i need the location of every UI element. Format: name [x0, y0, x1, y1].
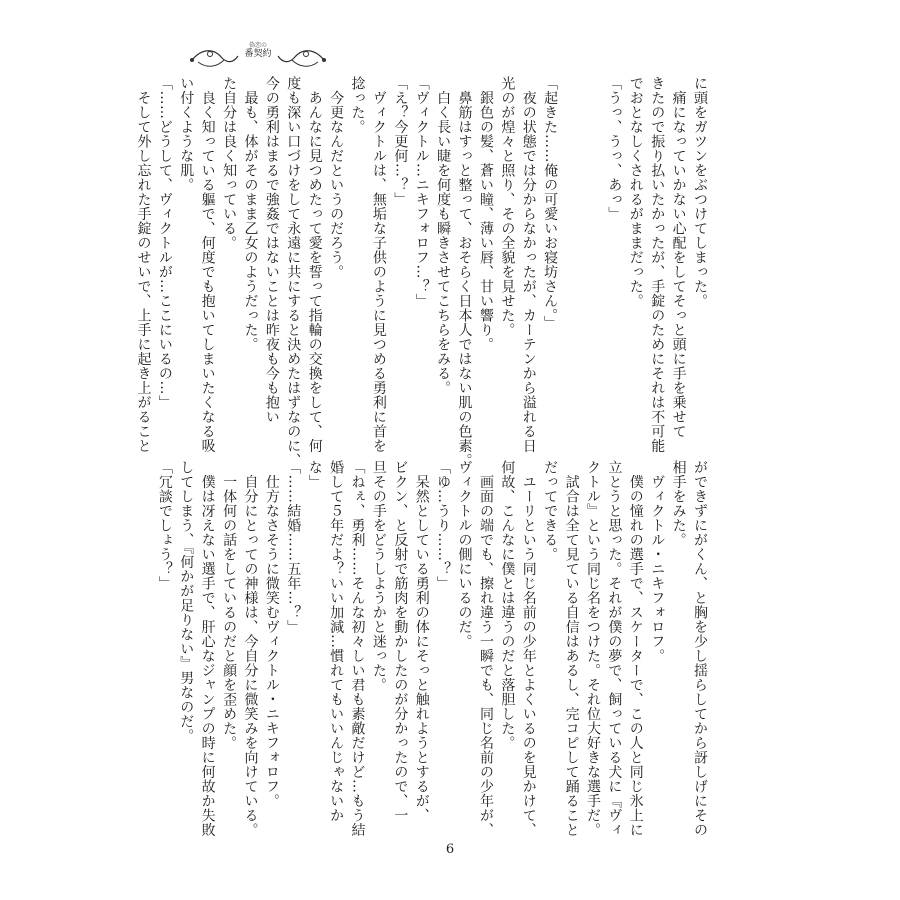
text-line: 自分にとっての神様は、今自分に微笑みを向けている。 [242, 460, 259, 837]
text-line: だってできる。 [542, 460, 559, 562]
text-line: 僕は冴えない選手で、肝心なジャンプの時に何故か失敗 [199, 460, 216, 837]
text-line: 捻った。 [349, 76, 366, 134]
text-line [582, 76, 603, 431]
text-line: 婚して５年だよ？いい加減…慣れてもいいんじゃないか [328, 460, 345, 823]
text-line: 度も深い口づけをして永遠に共にすると決めたはずなのに、 [285, 76, 302, 468]
page-number: 6 [445, 842, 455, 857]
text-line: 呆然としている勇利の体にそっと触れようとするが、 [413, 460, 430, 823]
chapter-title [238, 42, 278, 59]
text-line: 相手をみた。 [670, 460, 687, 547]
text-line: 「……どうして、ヴィクトルが…ここにいるの…」 [156, 76, 173, 410]
text-line: きたので振り払いたかったが、手錠のためにそれは不可能 [649, 76, 666, 453]
text-line: 「起きた……俺の可愛いお寝坊さん。」 [542, 76, 559, 330]
text-line: た自分は良く知っている。 [221, 76, 238, 250]
text-line: 「冗談でしょう？」 [156, 460, 173, 591]
text-line: そして外し忘れた手錠のせいで、上手に起き上がること [135, 76, 152, 453]
text-line: 今の勇利はまるで強姦ではないことは昨夜も今も抱い [263, 76, 280, 424]
text-line: ができずにがくん、と胸を少し揺らしてから訝しげにその [692, 460, 708, 837]
text-line: い付くような肌。 [178, 76, 195, 192]
text-line [560, 76, 581, 431]
text-line: 「え？今更何…？」 [392, 76, 409, 207]
text-line: ビクン、と反射で筋肉を動かしたのが分かったので、一 [392, 460, 409, 823]
text-line: 僕の憧れの選手で、スケーターで、この人と同じ氷上に [627, 460, 644, 837]
text-line: 夜の状態では分からなかったが、カーテンから溢れる日 [520, 76, 537, 453]
text-line: 「ヴィクトル…ニキフォロフ…？」 [413, 76, 430, 308]
text-line: 「……結婚……五年…？」 [285, 460, 302, 634]
text-line: ヴィクトル・ニキフォロフ。 [649, 460, 666, 663]
text-block-top [135, 76, 710, 468]
text-line: 白く長い睫を何度も瞬きさせてこちらをみる。 [435, 76, 452, 395]
text-line: 銀色の髪、蒼い瞳、薄い唇、甘い響り。 [477, 76, 494, 352]
text-block-bottom [156, 460, 710, 837]
text-line: 鼻筋はすっと整って、おそらく日本人ではない肌の色素。 [456, 76, 473, 468]
text-line: 光のが煌々と照り、その全貌を見せた。 [499, 76, 516, 337]
text-line: ヴィクトルは、無垢な子供のように見つめる勇利に首を [370, 76, 387, 453]
text-line: 旦その手をどうしようかと迷った。 [370, 460, 387, 692]
chapter-header [188, 40, 328, 74]
text-line: 今更なんだというのだろう。 [328, 76, 345, 279]
text-line: 一体何の話をしているのだと顔を歪めた。 [221, 460, 238, 750]
text-line: クトル』という同じ名をつけた。それ位大好きな選手だ。 [584, 460, 601, 837]
text-line: 「うっ、うっ、あっ」 [606, 76, 623, 221]
text-line: 何故、こんなに僕とは違うのだと落胆した。 [499, 460, 516, 750]
text-line: 最も、体がそのまま乙女のようだった。 [242, 76, 259, 352]
text-line: でおとなしくされるがままだった。 [627, 76, 644, 308]
text-line: あんなに見つめたって愛を誓って指輪の交換をして、何 [306, 76, 323, 453]
text-line: ユーリという同じ名前の少年とよくいるのを見かけて、 [520, 460, 537, 837]
text-line: してしまう、『何かが足りない』男なのだ。 [178, 460, 195, 743]
text-line: 仕方なさそうに微笑むヴィクトル・ニキフォロフ。 [263, 460, 280, 808]
text-line: 試合は全て見ている自信はあるし、完コピして踊ること [563, 460, 580, 837]
chapter-title-text: 番契約 [244, 49, 272, 59]
text-line: ヴィクトルの側にいるのだ。 [456, 460, 473, 649]
text-line: 画面の端でも、擦れ違う一瞬でも、同じ名前の少年が、 [477, 460, 494, 837]
text-line: 立とうと思った。それが僕の夢で、飼っている犬に『ヴィ [606, 460, 623, 837]
text-line: 良く知っている軀で、何度でも抱いてしまいたくなる吸 [199, 76, 216, 453]
text-line: 痛になっていかない心配をしてそっと頭に手を乗せて [670, 76, 687, 439]
text-line: な」 [306, 460, 323, 489]
text-line: に頭をガツンをぶつけてしまった。 [692, 76, 708, 308]
chapter-subtitle: 偽恋の [248, 42, 267, 49]
text-line: 「ゆ…うり……？」 [435, 460, 452, 591]
text-line: 「ねぇ、勇利……そんな初々しい君も素敵だけど…もう結 [349, 460, 366, 837]
